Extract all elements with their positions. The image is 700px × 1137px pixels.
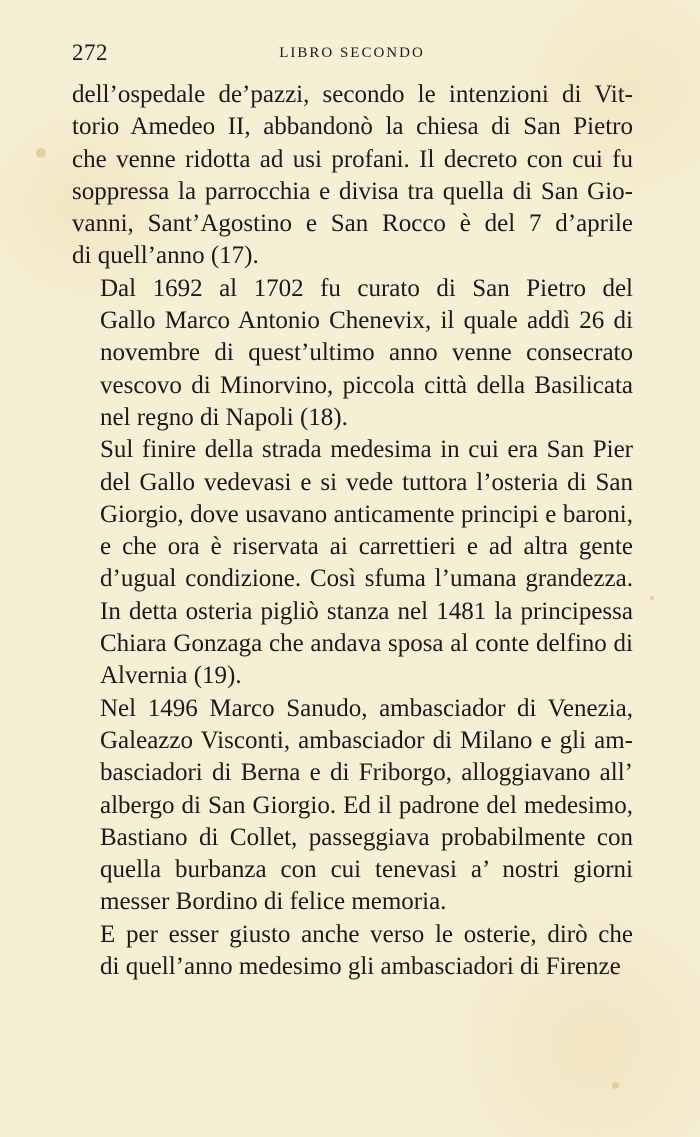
paragraph <box>72 919 633 984</box>
text-line: torio Amedeo II, abbandonò la chiesa di San Pietro <box>72 113 633 141</box>
text-line: soppressa la parrocchia e divisa tra quella di San Gio- <box>72 177 633 205</box>
text-line: Nel 1496 Marco Sanudo, ambasciador di Venezia, <box>100 694 633 722</box>
text-line: Bastiano di Collet, passeggiava probabilmente con <box>100 823 633 851</box>
paper-stain <box>36 148 46 158</box>
page-number: 272 <box>72 40 108 65</box>
text-line: che venne ridotta ad usi profani. Il decreto con cui fu <box>72 145 633 173</box>
text-line: e che ora è riservata ai carrettieri e ad altra gente <box>100 533 633 561</box>
text-line: quella burbanza con cui tenevasi a’ nostri giorni <box>100 856 633 884</box>
paragraph <box>72 79 633 273</box>
text-line: In detta osteria pigliò stanza nel 1481 la principessa <box>100 597 633 625</box>
text-line: Gallo Marco Antonio Chenevix, il quale addì 26 di <box>100 307 633 335</box>
text-line: Giorgio, dove usavano anticamente principi e baroni, <box>100 500 633 528</box>
text-line: messer Bordino di felice memoria. <box>100 888 447 916</box>
body-text <box>72 79 633 983</box>
paragraph <box>72 273 633 434</box>
text-line: d’ugual condizione. Così sfuma l’umana grandezza. <box>100 565 633 593</box>
text-line: basciadori di Berna e di Friborgo, alloggiavano all’ <box>100 759 633 787</box>
paper-stain <box>612 1082 619 1089</box>
text-line: Dal 1692 al 1702 fu curato di San Pietro del <box>100 274 633 302</box>
paragraph <box>72 434 633 692</box>
text-line: novembre di quest’ultimo anno venne consecrato <box>100 339 633 367</box>
text-line: Alvernia (19). <box>100 662 242 690</box>
text-line: albergo di San Giorgio. Ed il padrone del medesimo, <box>100 791 633 819</box>
text-line: del Gallo vedevasi e si vede tuttora l’osteria di San <box>100 468 633 496</box>
paragraph <box>72 693 633 919</box>
page-header <box>72 40 632 70</box>
text-line: E per esser giusto anche verso le osterie, dirò che <box>100 920 633 948</box>
text-line: vanni, Sant’Agostino e San Rocco è del 7 d’aprile <box>72 210 633 238</box>
text-line: Sul finire della strada medesima in cui era San Pier <box>100 436 633 464</box>
text-line: Galeazzo Visconti, ambasciador di Milano e gli am- <box>100 726 633 754</box>
text-line: dell’ospedale de’pazzi, secondo le intenzioni di Vit- <box>72 81 633 108</box>
text-line: di quell’anno (17). <box>72 242 259 270</box>
paper-stain <box>650 596 654 600</box>
text-line: Chiara Gonzaga che andava sposa al conte delfino di <box>100 630 633 658</box>
text-line: nel regno di Napoli (18). <box>100 403 348 431</box>
running-title: LIBRO SECONDO <box>279 45 425 61</box>
text-line: di quell’anno medesimo gli ambasciadori di Firenze <box>100 953 621 981</box>
text-line: vescovo di Minorvino, piccola città della Basilicata <box>100 371 633 399</box>
